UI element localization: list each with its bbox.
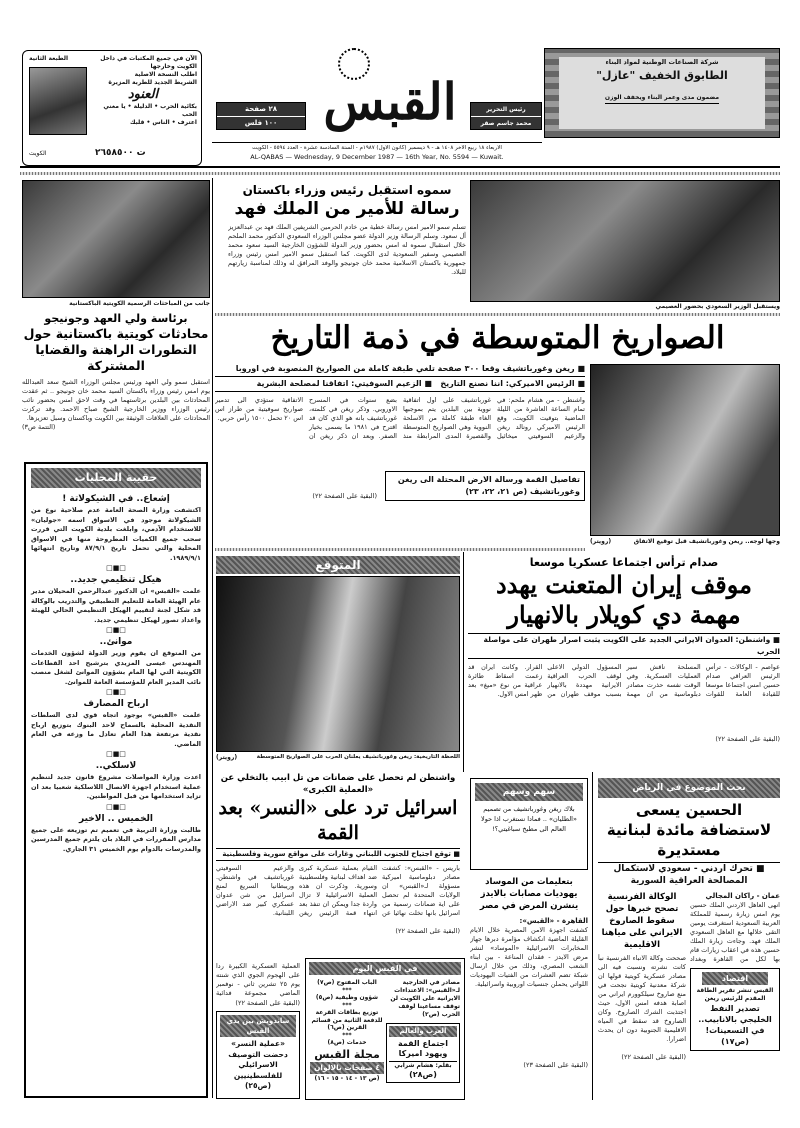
french-headline: الوكالة الفرنسية تصحح خبرها حول سقوط الصاروخ الايراني على مياهنا الاقليمية [601, 892, 683, 950]
israel-kicker: واشنطن لم تحصل على ضمانات من تل ابيب بالتخلي عن «العملية الكبرى» [220, 773, 456, 795]
saudi-photo-caption: ويستقبل الوزير السعودي بحضور العصيمي [655, 303, 780, 310]
ad-line1: الآن في جميع المكتبات في داخل الكويت وخارجها [100, 55, 197, 70]
left-promo-title: «عملية النسر» دحضت التوصيف الاسرائيلي للفلسطينيين [228, 1039, 288, 1080]
world-author: بقلم: هشام شرابي [389, 1061, 457, 1070]
iran-headline: موقف إيران المتعنت يهدد مهمة دي كويلار بالانهيار [495, 570, 753, 629]
ad-brand: العنود [127, 87, 159, 102]
color-pages: ٤ صفحات بالالوان [310, 1062, 384, 1074]
locals-item-title: لاسلكي.. [95, 761, 137, 771]
world-title: اجتماع القمة ويهود اميركا [397, 1039, 449, 1058]
date-english: AL-QABAS — Wednesday, 9 December 1987 — 16th Year, No. 5594 — Kuwait. [250, 153, 504, 161]
locals-item-body: علمت «القبس» بوجود اتجاه قوي لدى السلطات النقدية المحلية بالسماح لاحد البنوك بتوزيع ارباح نقدية مرتفعة هذا العام تعادل ما وزعه في العام الماضي. [31, 711, 201, 748]
ad-line3: الشريط الجديد للطربة المزيرة [108, 79, 197, 86]
locals-item-body: من المتوقع ان يقوم وزير الدولة لشؤون الخدمات المهندس عيسى المزيدي بترشيح احد القطاعات الكويتية التي لها المام بشؤون الموانئ لشغل منصب نائب المدير العام للمؤسسة العامة للموانئ. [31, 649, 201, 686]
editor-name: محمد جاسم صقر [471, 116, 541, 130]
signing-photo [216, 576, 460, 752]
today-banner: في القبس اليوم [309, 962, 461, 975]
separator: □■□ [106, 802, 126, 811]
israel-body: باريس - «القبس»: كشفت مصادر دبلوماسية اميركية مسؤولة لـ«القبس» ان الولايات المتحدة لم تحصل على اية ضمانات رسمية من اسرائيل بانها تخلت نهائيا عن القيام بعملية عسكرية كبرى ضد اهداف لبنانية وفلسطينية وسورية. وذكرت ان هذه العملية الاسرائيلية لا تزال واردة جدا ويمكن ان تنفذ بعد انتهاء قمة الرئيس ريغن والزعيم السوفيتي غورباتشيف في واشنطن. وريبطانيا السريع لمنع اسرائيل من شن عدوان عسكري كبير ضد الاراضي اللبنانية. [216, 864, 460, 917]
separator: □■□ [106, 750, 126, 758]
riyadh-story [598, 778, 780, 1062]
today-item[interactable]: مصادر في الخارجية لـ«القبس»: الاعتداءات الايرانية على الكويت لن توقف مساعينا لوقف الحرب (ص٢) [390, 979, 460, 1018]
locals-item-title: ارباح المصارف [83, 699, 149, 709]
locals-box [24, 462, 208, 1098]
editor-title: رئيس التحرير [486, 106, 526, 113]
separator: □■□ [106, 626, 126, 634]
summit-caption-row [590, 538, 780, 546]
summit-details-ref: (ص ٢١، ٢٢، ٢٣) [465, 487, 528, 496]
today-item[interactable]: الباب المفتوح (ص٧) [317, 979, 377, 986]
riyadh-right-column [690, 891, 780, 1062]
separator: □■□ [106, 688, 126, 696]
lead-sub1: ■ ريغن وغورباتشيف وقعا ٣٠٠ صفحة تلغي طبقة كاملة من الصواريخ المنصوبة في اوروبا [215, 362, 585, 377]
left-promo-banner: ساندويش بين يدي القبس [220, 1015, 296, 1037]
talks-headline: محادثات كويتية باكستانية حول التطورات الراهنة والقضايا المشتركة [23, 326, 209, 373]
magazine-title: مجلة القبس [314, 1047, 380, 1061]
economy-title: تصدير النفط الخليجي بالانابيب.. في التسعينات! [698, 1004, 772, 1035]
ad-line4: بكائية الحرب • الدليلة • يا مغني الحب [103, 103, 197, 118]
french-body: صححت وكالة الانباء الفرنسية نبأ كانت نشرته ونسبت فيه الى مصادر عسكرية كويتية قولها ان شركة معدنية كويتية نجحت في منع صاروخ سيلكوورم ايراني من اصابة هدفه امس الاول، حيث اجتذبت الشرك الصاروخ. وكان الصاروخ قد سقط في المياه الاقليمية الجنوبية دون ان يحدث اضرارا. [598, 954, 686, 1043]
iran-sub-text: واشنطن: العدوان الايراني الجديد على الكويت يثبت اصرار طهران على مواصلة الحرب [483, 635, 780, 656]
date-arabic: الاربعاء ١٨ ربيع الاخر ١٤٠٨ هـ - ٩ ديسمبر (كانون الاول) ١٩٨٧م - السنة السادسة عشرة - العدد ٥٥٩٤ - الكويت [252, 145, 502, 151]
economy-box [690, 968, 780, 1051]
riyadh-banner: بحث الموضوع في الرياض [598, 778, 780, 798]
ad-phone: ت ٢٦٥٨٥٠٠ [95, 148, 146, 158]
iran-kicker: صدام ترأس اجتماعا عسكريا موسعا [529, 556, 719, 569]
ad-singer-photo [29, 67, 87, 135]
masthead-logo: القبس [323, 72, 457, 131]
lead-sub3-text: الزعيم السوفيتي: اتفاقنا لمصلحة البشرية [256, 379, 422, 388]
ad-company: شركة الصناعات الوطنية لمواد البناء [605, 58, 719, 66]
lead-sub2-text: الرئيس الاميركي: اننا نصنع التاريخ [440, 379, 575, 388]
israel-headline: اسرائيل ترد على «النسر» بعد القمة [218, 797, 458, 844]
color-pages-ref: (ص ١٣ - ١٤ - ١٥ - ١٦) [314, 1074, 380, 1082]
talks-photo [22, 180, 210, 298]
column-label: سهم وسهم [475, 783, 583, 801]
locals-item-body: علمت «القبس» ان الدكتور عبدالرحمن المحيلان مدير عام الهيئة العامة للتعليم التطبيقي والتدريب بالوكالة قد شكل لجنة لتقييم الهيكل التنظيمي الحالي للهيئة واعداد تصور لهيكل تنظيمي جديد. [31, 587, 201, 624]
locals-item-body: اعدت وزارة المواصلات مشروع قانون جديد لتنظيم عملية استخدام اجهزة الاتصال اللاسلكية شعبيا بعد ان تزايد استخدامها من قبل المواطنين. [31, 773, 201, 800]
israel-continued: (البقية على الصفحة ٢٢) [395, 927, 460, 935]
amir-kicker: سموه استقبل رئيس وزراء باكستان [242, 183, 452, 197]
aids-dateline: القاهرة - «القبس»: [519, 917, 588, 925]
ad-left [22, 50, 202, 166]
economy-banner: اقتصاد [702, 972, 768, 985]
world-ref: (ص٢٨) [409, 1070, 437, 1079]
page-count: ٢٨ صفحة [244, 105, 278, 113]
talks-continued: (التتمة ص٣) [22, 423, 56, 431]
locals-item-title: هيكل تنظيمي جديد.. [70, 575, 162, 585]
talks-story [22, 311, 210, 432]
today-box: في القبس اليوم مصادر في الخارجية لـ«القبس»: الاعتداءات الايرانية على الكويت لن توقف مساعينا لوقف الحرب (ص٢) العرب والعالم اجتماع القمة ويهود اميركا بقلم: هشام شرابي (ص٢٨) الباب المفتوح (ص٧) *** شؤون وظيفية (ص٥) *** توزيع بطاقات القرعة للدفعة الثانية من قسائم القرين (ص٦) *** خدمات (ص٨) مجلة القبس ٤ صفحات بالالوان (ص ١٣ - ١٤ - ١٥ - ١٦) [305, 958, 465, 1100]
amir-body: تسلم سمو الامير امس رسالة خطية من خادم الحرمين الشريفين الملك فهد بن عبدالعزيز آل سعود. وسلم الرسالة وزير الدولة عضو مجلس الوزراء السعودي الدكتور محمد الملحم خلال استقبال سموه له امس بحضور وزير الدولة للشؤون الخارجية السيد سعود محمد العصيمي وسفير السعودية لدى الكويت. كما استقبل سمو الامير امس رئيس وزراء جمهورية باكستان الاسلامية محمد خان جونيجو والوفد المرافق له وذلك لمناسبة زيارتهم للبلاد. [228, 223, 466, 276]
ad-right [544, 48, 780, 138]
column-body: بلاك ريغن وغورباتشيف من تصميم «الطليان» .. فمادا نستغرب اذا حولا العالم الى مطبخ سباغيتي؟! [481, 805, 577, 833]
price: ١٠٠ فلس [217, 116, 305, 130]
ad-edition: الطبعة الثانية [29, 55, 69, 62]
riyadh-body: انهى العاهل الاردني الملك حسين يوم امس زيارة رسمية للمملكة العربية السعودية استغرقت يومين التقى خلالها مع العاهل السعودي الملك فهد. وجاءت زيارة الملك حسين هذه في اعقاب زيارات قام بها لكل من القاهرة وبغداد [690, 901, 780, 963]
amir-story [228, 182, 466, 304]
misc-bottom-continued: (البقية على الصفحة ٢٢) [235, 999, 300, 1007]
column-box [470, 778, 588, 870]
talks-body: استقبل سمو ولي العهد ورئيس مجلس الوزراء الشيخ سعد العبدالله يوم امس رئيس وزراء باكستان السيد محمد خان جونيجو .. ثم عقدت المحادثات بين البلدين برئاستهما في وقت لاحق امس بحضور نائب رئيس الوزراء ووزير الخارجية الشيخ صباح الاحمد. وقد تركزت المحادثات على العلاقات الوثيقة بين الكويت وباكستان وسبل تعزيزها. [22, 378, 210, 422]
talks-kicker: برئاسة ولي العهد وجونيجو [44, 312, 188, 325]
price-box [216, 102, 306, 130]
iran-sub: ■ واشنطن: العدوان الايراني الجديد على الكويت يثبت اصرار طهران على مواصلة الحرب [468, 633, 780, 659]
ad-product: الطابوق الخفيف "عازل" [596, 69, 728, 82]
ad-tagline: مضمون مدى وعمر البناء ويخفف الوزن [605, 93, 719, 104]
israel-sub-text: توقع اجتياح للجنوب اللبناني وغارات على مواقع سورية وفلسطينية [222, 850, 451, 858]
today-item[interactable]: توزيع بطاقات القرعة للدفعة الثانية من قسائم القرين (ص٦) [311, 1009, 383, 1031]
summit-photo-credit: (رويتر) [590, 538, 612, 545]
signing-caption-row [216, 754, 460, 761]
riyadh-sub: ■ تحرك اردني - سعودي لاستكمال المصالحة العراقية السورية [598, 862, 780, 887]
amir-headline: رسالة للأمير من الملك فهد [234, 199, 460, 219]
israel-story [216, 772, 460, 936]
ad-line5: اعترف • الناس • قلبك [129, 119, 197, 126]
lead-sub2: ■ الرئيس الاميركي: اننا نصنع التاريخ ■ الزعيم السوفيتي: اتفاقنا لمصلحة البشرية [215, 377, 585, 392]
editor-box [470, 102, 542, 130]
iran-body: عواصم - الوكالات - ترأس الرئيس العراقي صدام حسين امس اجتماعا موسعا للقيادة العامة للقوات المسلحة ناقش سير العمليات العسكرية. وفي الوقت نفسه حذرت مصادر دبلوماسية من ان مهمة المسؤول الدولي الاعلى لوقف الحرب العراقية الايرانية مهددة بالانهيار بسبب موقف طهران من القرار. وكانت ايران قد زعمت اسقاط طائرة عراقية من نوع «ميغ» بعد ظهر امس الاول. [468, 663, 780, 698]
iran-story [468, 556, 780, 744]
ad-footer: الكويت [29, 150, 47, 157]
locals-item-title: إشعاع.. في الشيكولاتة ! [62, 494, 170, 504]
today-item[interactable]: خدمات (ص٨) [327, 1039, 367, 1046]
lead-body: واشنطن - من هشام ملحم: في تمام الساعة العاشرة من الليلة الماضية بتوقيت الكويت، وقع الرئيس الاميركي رونالد ريغن والزعيم السوفيتي ميخائيل غورباتشيف على اول اتفاقية نووية بين البلدين يتم بموجبها الغاء طبقة كاملة من الاسلحة النووية وهي الصواريخ المتوسطة والقصيرة المدى المرابطة منذ بضع سنوات في المسرح الاوروبي. وذكر ريغن في كلمته، غورباتشيف بانه هو الذي كان قد اقترح في ١٩٨١ ما يسمى بخيار الصفر. وبعد ان ذكر ريغن ان الاتفاقية ستؤدي الى تدمير صواريخ سوفيتية من طراز اس اس ٢٠ تحمل ١٥٠٠ رأس حربي. [215, 396, 585, 440]
left-promo-box [216, 1011, 300, 1099]
world-banner: العرب والعالم [389, 1026, 457, 1037]
riyadh-lower-row [598, 891, 780, 1062]
expected-banner: المتوقع [216, 556, 460, 574]
lead-headline: الصواريخ المتوسطة في ذمة التاريخ [270, 320, 725, 356]
riyadh-headline: الحسين يسعى لاستضافة مائدة لبنانية مستديرة [606, 801, 772, 859]
today-item[interactable]: شؤون وظيفية (ص٥) [315, 994, 379, 1001]
summit-photo [590, 364, 780, 536]
riyadh-dateline: عمان - راكان المجالي [705, 892, 780, 900]
masthead-bottom-rule [20, 166, 780, 168]
talks-photo-caption: جانب من المباحثات الرسمية الكويتية الباكستانية [69, 300, 210, 307]
locals-item-title: موانئ.. [99, 637, 133, 647]
aids-story [470, 876, 588, 1070]
israel-sub: ■ توقع اجتياح للجنوب اللبناني وغارات على مواقع سورية وفلسطينية [216, 848, 460, 861]
summit-details-title: تفاصيل القمة ورسالة الارض المحتلة الى ريغن وغورباتشيف [397, 475, 580, 496]
locals-list [31, 492, 201, 854]
summit-photo-caption: وجها لوجه.. ريغن وغورباتشيف قبل توقيع الاتفاق [633, 538, 780, 545]
locals-item-title: الخميس .. الاخير [78, 813, 154, 824]
economy-ref: (ص١٧) [721, 1037, 749, 1046]
world-box [386, 1023, 460, 1083]
lead-footer-row [215, 471, 585, 501]
iran-continued: (البقية على الصفحة ٢٢) [715, 735, 780, 743]
lead-column [215, 362, 585, 501]
lead-sub1-text: ريغن وغورباتشيف وقعا ٣٠٠ صفحة تلغي طبقة كاملة من الصواريخ المنصوبة في اوروبا [235, 364, 575, 373]
french-continued: (البقية على الصفحة ٢٢) [621, 1053, 686, 1061]
saudi-minister-photo [470, 180, 780, 302]
locals-banner: حقيبة المحليات [31, 468, 201, 488]
french-story [598, 891, 686, 1062]
ad-line2: اطلب النسخة الاصلية [134, 71, 197, 78]
aids-body: كشفت اجهزة الامن المصرية خلال الايام القليلة الماضية انكشاف مؤامرة دبرها جهاز المخابرات الاسرائيلية «الموساد» لنشر مرض الايدز - فقدان المناعة - بين ابناء الشعب المصري، وذلك من خلال ارسال شبكة تضم العشرات من الفتيات اليهوديات اللواتي يحملن جنسيات اوروبية واسرائيلية. [470, 926, 588, 988]
riyadh-sub-text: تحرك اردني - سعودي لاستكمال المصالحة العراقية السورية [613, 864, 753, 886]
signing-photo-credit: (رويتر) [216, 754, 238, 761]
masthead-rule [212, 142, 542, 143]
misc-bottom-body: العملية العسكرية الكبيرة ردا على الهجوم الجوي الذي شنته يوم ٢٥ تشرين ثاني - نوفمبر الماضي مجموعة فدائية [216, 962, 300, 997]
lead-continued: (البقية على الصفحة ٢٢) [312, 492, 377, 500]
locals-item-body: اكتشفت وزارة الصحة العامة عدم صلاحية نوع من الشيكولاتة موجود في الاسواق اسمه «جوليان» للاستخدام الآدمي، وابلغت بلدية الكويت التي قررت سحب جميع الكميات المطروحة منها في الاسواق المحلية والتي تحمل تاريخ ٨٧/٩/١ وتاريخ انتهائها ١٩٨٩/٩/١. [31, 506, 201, 562]
summit-details-box [385, 471, 585, 501]
aids-headline: بتعليمات من الموساد يهوديات مصابات بالايدز ينشرن المرض في مصر [479, 877, 579, 911]
aids-continued: (البقية على الصفحة ٢٣) [523, 1061, 588, 1069]
locals-item-body: طالبت وزارة التربية في تعميم تم توزيعه على جميع مدارس المقررات في البلاد بان يلتزم جميع المدرسين والمدرسات بالدوام يوم الخميس ٣١ الجاري. [31, 825, 201, 853]
separator: □■□ [106, 564, 126, 572]
economy-intro: القبس تنشر تقرير الطاقة المقدم للرئيس ريغن [696, 987, 774, 1002]
left-promo-ref: (ص٢٥) [244, 1081, 272, 1090]
signing-photo-caption: اللحظة التاريخية: ريغن وغورباتشيف يعلنان الحرب على الصواريخ المتوسطة [256, 754, 460, 760]
